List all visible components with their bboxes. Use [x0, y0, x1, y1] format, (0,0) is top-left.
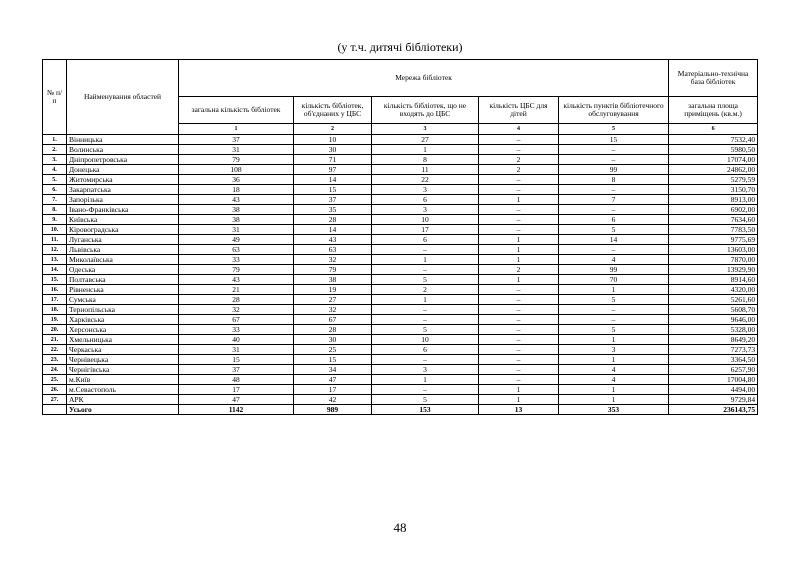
cbs-libraries: 79 [294, 265, 372, 275]
table-row [43, 385, 758, 395]
floor-area: 5608,70 [669, 305, 758, 315]
non-cbs-libraries: 6 [372, 235, 479, 245]
cbs-libraries: 14 [294, 225, 372, 235]
non-cbs-libraries: – [372, 245, 479, 255]
region-name: Івано-Франківська [67, 205, 179, 215]
non-cbs-libraries: – [372, 355, 479, 365]
service-points: 99 [559, 165, 669, 175]
service-points: 5 [559, 325, 669, 335]
header-col6: загальна площа приміщень (кв.м.) [669, 97, 758, 124]
table-row [43, 375, 758, 385]
cbs-libraries: 17 [294, 385, 372, 395]
floor-area: 7273,73 [669, 345, 758, 355]
children-cbs: – [479, 205, 559, 215]
cbs-libraries: 97 [294, 165, 372, 175]
table-row [43, 245, 758, 255]
total-libraries: 1142 [179, 405, 294, 415]
total-libraries: 37 [179, 365, 294, 375]
non-cbs-libraries: – [372, 385, 479, 395]
service-points: 5 [559, 295, 669, 305]
floor-area: 7634,60 [669, 215, 758, 225]
col-index: 3 [372, 124, 479, 135]
children-cbs: – [479, 215, 559, 225]
cbs-libraries: 15 [294, 185, 372, 195]
non-cbs-libraries: 5 [372, 275, 479, 285]
children-cbs: – [479, 185, 559, 195]
service-points: – [559, 155, 669, 165]
children-cbs: 1 [479, 385, 559, 395]
total-libraries: 38 [179, 205, 294, 215]
cbs-libraries: 63 [294, 245, 372, 255]
row-number: 9. [43, 215, 67, 225]
children-cbs: – [479, 225, 559, 235]
header-base: Матеріально-технічна база бібліотек [669, 60, 758, 97]
total-libraries: 32 [179, 305, 294, 315]
service-points: 4 [559, 365, 669, 375]
floor-area: 7870,00 [669, 255, 758, 265]
service-points: 4 [559, 255, 669, 265]
region-name: Закарпатська [67, 185, 179, 195]
row-number: 17. [43, 295, 67, 305]
children-cbs: – [479, 365, 559, 375]
region-name: Вінницька [67, 135, 179, 145]
row-number: 12. [43, 245, 67, 255]
service-points: – [559, 315, 669, 325]
col-index: 5 [559, 124, 669, 135]
region-name: Чернігівська [67, 365, 179, 375]
non-cbs-libraries: 1 [372, 145, 479, 155]
floor-area: 9646,00 [669, 315, 758, 325]
table-row [43, 195, 758, 205]
header-network: Мережа бібліотек [179, 60, 669, 97]
table-row [43, 315, 758, 325]
children-cbs: 1 [479, 245, 559, 255]
region-name: Миколаївська [67, 255, 179, 265]
children-cbs: 13 [479, 405, 559, 415]
non-cbs-libraries: 27 [372, 135, 479, 145]
col-index: 2 [294, 124, 372, 135]
cbs-libraries: 14 [294, 175, 372, 185]
children-cbs: – [479, 305, 559, 315]
total-libraries: 31 [179, 225, 294, 235]
service-points: 99 [559, 265, 669, 275]
total-libraries: 33 [179, 325, 294, 335]
service-points: 14 [559, 235, 669, 245]
service-points: 1 [559, 385, 669, 395]
non-cbs-libraries: 10 [372, 215, 479, 225]
table-row [43, 165, 758, 175]
cbs-libraries: 43 [294, 235, 372, 245]
non-cbs-libraries: 17 [372, 225, 479, 235]
non-cbs-libraries: 1 [372, 295, 479, 305]
table-row [43, 325, 758, 335]
region-name: Волинська [67, 145, 179, 155]
total-libraries: 43 [179, 275, 294, 285]
non-cbs-libraries: – [372, 305, 479, 315]
non-cbs-libraries: 10 [372, 335, 479, 345]
table-title: (у т.ч. дитячі бібліотеки) [337, 40, 463, 54]
non-cbs-libraries: 2 [372, 285, 479, 295]
row-number: 10. [43, 225, 67, 235]
non-cbs-libraries: 6 [372, 345, 479, 355]
children-cbs: 1 [479, 395, 559, 405]
total-libraries: 48 [179, 375, 294, 385]
row-number: 3. [43, 155, 67, 165]
total-libraries: 38 [179, 215, 294, 225]
total-libraries: 17 [179, 385, 294, 395]
floor-area: 17074,00 [669, 155, 758, 165]
service-points: 1 [559, 285, 669, 295]
table-row [43, 185, 758, 195]
cbs-libraries: 42 [294, 395, 372, 405]
region-name: Запорізька [67, 195, 179, 205]
table-row [43, 355, 758, 365]
row-number: 18. [43, 305, 67, 315]
service-points: 7 [559, 195, 669, 205]
floor-area: 9729,84 [669, 395, 758, 405]
row-number: 14. [43, 265, 67, 275]
header-col5: кількість пунктів бібліотечного обслуговування [559, 97, 669, 124]
row-number: 4. [43, 165, 67, 175]
total-libraries: 108 [179, 165, 294, 175]
header-region: Найменування областей [67, 60, 179, 135]
row-number: 13. [43, 255, 67, 265]
header-col1: загальна кількість бібліотек [179, 97, 294, 124]
floor-area: 8914,60 [669, 275, 758, 285]
floor-area: 5279,59 [669, 175, 758, 185]
children-cbs: 2 [479, 165, 559, 175]
floor-area: 4320,00 [669, 285, 758, 295]
row-number: 2. [43, 145, 67, 155]
total-libraries: 63 [179, 245, 294, 255]
header-col4: кількість ЦБС для дітей [479, 97, 559, 124]
table-row [43, 135, 758, 145]
row-number: 22. [43, 345, 67, 355]
total-libraries: 49 [179, 235, 294, 245]
region-name: Житомирська [67, 175, 179, 185]
header-num: № п/п [43, 60, 67, 135]
children-cbs: – [479, 295, 559, 305]
floor-area: 3364,50 [669, 355, 758, 365]
region-name: Херсонська [67, 325, 179, 335]
cbs-libraries: 30 [294, 335, 372, 345]
table-row [43, 305, 758, 315]
table-row [43, 235, 758, 245]
non-cbs-libraries: 6 [372, 195, 479, 205]
region-name: Львівська [67, 245, 179, 255]
cbs-libraries: 15 [294, 355, 372, 365]
region-name: м.Київ [67, 375, 179, 385]
cbs-libraries: 989 [294, 405, 372, 415]
total-libraries: 28 [179, 295, 294, 305]
children-cbs: 1 [479, 275, 559, 285]
floor-area: 4494,00 [669, 385, 758, 395]
row-number: 5. [43, 175, 67, 185]
header-col3: кількість бібліотек, що не входять до ЦБС [372, 97, 479, 124]
table-row [43, 395, 758, 405]
children-cbs: 1 [479, 255, 559, 265]
service-points: 15 [559, 135, 669, 145]
table-row [43, 275, 758, 285]
row-number: 27. [43, 395, 67, 405]
table-row [43, 335, 758, 345]
row-number: 11. [43, 235, 67, 245]
region-name: м.Севастополь [67, 385, 179, 395]
total-libraries: 79 [179, 155, 294, 165]
non-cbs-libraries: – [372, 265, 479, 275]
service-points: 3 [559, 345, 669, 355]
children-cbs: 1 [479, 195, 559, 205]
row-number: 21. [43, 335, 67, 345]
row-number: 19. [43, 315, 67, 325]
non-cbs-libraries: 153 [372, 405, 479, 415]
non-cbs-libraries: 1 [372, 255, 479, 265]
total-libraries: 37 [179, 135, 294, 145]
table-row [43, 225, 758, 235]
total-libraries: 18 [179, 185, 294, 195]
children-cbs: – [479, 285, 559, 295]
total-libraries: 47 [179, 395, 294, 405]
cbs-libraries: 47 [294, 375, 372, 385]
floor-area: 13929,90 [669, 265, 758, 275]
cbs-libraries: 32 [294, 305, 372, 315]
region-name: Сумська [67, 295, 179, 305]
service-points: 1 [559, 355, 669, 365]
table-row [43, 365, 758, 375]
row-number: 16. [43, 285, 67, 295]
total-libraries: 36 [179, 175, 294, 185]
service-points: 5 [559, 225, 669, 235]
total-libraries: 67 [179, 315, 294, 325]
region-name: Луганська [67, 235, 179, 245]
children-cbs: 2 [479, 265, 559, 275]
total-libraries: 31 [179, 145, 294, 155]
cbs-libraries: 25 [294, 345, 372, 355]
cbs-libraries: 38 [294, 275, 372, 285]
children-cbs: 2 [479, 155, 559, 165]
service-points: 6 [559, 215, 669, 225]
region-name: Рівненська [67, 285, 179, 295]
table-row [43, 265, 758, 275]
region-name: Кіровоградська [67, 225, 179, 235]
cbs-libraries: 37 [294, 195, 372, 205]
total-label: Усього [67, 405, 179, 415]
col-index: 1 [179, 124, 294, 135]
table-row [43, 175, 758, 185]
non-cbs-libraries: 3 [372, 185, 479, 195]
region-name: Тернопільська [67, 305, 179, 315]
floor-area: 5261,60 [669, 295, 758, 305]
region-name: Дніпропетровська [67, 155, 179, 165]
non-cbs-libraries: 3 [372, 365, 479, 375]
floor-area: 3150,70 [669, 185, 758, 195]
floor-area: 8649,20 [669, 335, 758, 345]
cbs-libraries: 71 [294, 155, 372, 165]
children-cbs: – [479, 315, 559, 325]
non-cbs-libraries: 5 [372, 325, 479, 335]
total-libraries: 33 [179, 255, 294, 265]
floor-area: 9775,69 [669, 235, 758, 245]
region-name: Полтавська [67, 275, 179, 285]
row-number: 20. [43, 325, 67, 335]
service-points: – [559, 245, 669, 255]
region-name: Черкаська [67, 345, 179, 355]
region-name: Чернівецька [67, 355, 179, 365]
libraries-table [42, 59, 758, 415]
row-number: 6. [43, 185, 67, 195]
row-number: 1. [43, 135, 67, 145]
row-number: 15. [43, 275, 67, 285]
children-cbs: 1 [479, 235, 559, 245]
floor-area: 7532,40 [669, 135, 758, 145]
children-cbs: – [479, 145, 559, 155]
row-number: 8. [43, 205, 67, 215]
region-name: Одеська [67, 265, 179, 275]
children-cbs: – [479, 325, 559, 335]
non-cbs-libraries: 3 [372, 205, 479, 215]
region-name: Харківська [67, 315, 179, 325]
row-number: 23. [43, 355, 67, 365]
cbs-libraries: 30 [294, 145, 372, 155]
row-number: 26. [43, 385, 67, 395]
children-cbs: – [479, 355, 559, 365]
row-number: 24. [43, 365, 67, 375]
children-cbs: – [479, 345, 559, 355]
cbs-libraries: 34 [294, 365, 372, 375]
table-row [43, 205, 758, 215]
cbs-libraries: 27 [294, 295, 372, 305]
service-points: 353 [559, 405, 669, 415]
region-name: Донецька [67, 165, 179, 175]
row-number: 7. [43, 195, 67, 205]
cbs-libraries: 67 [294, 315, 372, 325]
cbs-libraries: 32 [294, 255, 372, 265]
row-number: 25. [43, 375, 67, 385]
page-number: 48 [393, 520, 407, 535]
service-points: – [559, 305, 669, 315]
table-row [43, 345, 758, 355]
children-cbs: – [479, 135, 559, 145]
region-name: Київська [67, 215, 179, 225]
total-row [43, 405, 758, 415]
floor-area: 6902,00 [669, 205, 758, 215]
floor-area: 8913,00 [669, 195, 758, 205]
children-cbs: – [479, 335, 559, 345]
floor-area: 236143,75 [669, 405, 758, 415]
region-name: Хмельницька [67, 335, 179, 345]
service-points: – [559, 145, 669, 155]
header-col2: кількість бібліотек, об'єднаних у ЦБС [294, 97, 372, 124]
non-cbs-libraries: 1 [372, 375, 479, 385]
non-cbs-libraries: 22 [372, 175, 479, 185]
total-blank-cell [43, 405, 67, 415]
service-points: 1 [559, 335, 669, 345]
floor-area: 17004,80 [669, 375, 758, 385]
floor-area: 7783,50 [669, 225, 758, 235]
non-cbs-libraries: – [372, 315, 479, 325]
total-libraries: 79 [179, 265, 294, 275]
total-libraries: 43 [179, 195, 294, 205]
cbs-libraries: 35 [294, 205, 372, 215]
service-points: 4 [559, 375, 669, 385]
service-points: 8 [559, 175, 669, 185]
total-libraries: 21 [179, 285, 294, 295]
total-libraries: 31 [179, 345, 294, 355]
table-row [43, 145, 758, 155]
floor-area: 5980,50 [669, 145, 758, 155]
non-cbs-libraries: 11 [372, 165, 479, 175]
table-row [43, 285, 758, 295]
table-row [43, 215, 758, 225]
children-cbs: – [479, 175, 559, 185]
non-cbs-libraries: 5 [372, 395, 479, 405]
non-cbs-libraries: 8 [372, 155, 479, 165]
table-row [43, 155, 758, 165]
col-index: 4 [479, 124, 559, 135]
service-points: – [559, 205, 669, 215]
total-libraries: 40 [179, 335, 294, 345]
cbs-libraries: 10 [294, 135, 372, 145]
floor-area: 5328,00 [669, 325, 758, 335]
floor-area: 13603,00 [669, 245, 758, 255]
children-cbs: – [479, 375, 559, 385]
service-points: 70 [559, 275, 669, 285]
col-index: 6 [669, 124, 758, 135]
service-points: 1 [559, 395, 669, 405]
floor-area: 24862,00 [669, 165, 758, 175]
table-row [43, 295, 758, 305]
cbs-libraries: 19 [294, 285, 372, 295]
cbs-libraries: 28 [294, 325, 372, 335]
service-points: – [559, 185, 669, 195]
floor-area: 6257,90 [669, 365, 758, 375]
cbs-libraries: 28 [294, 215, 372, 225]
table-row [43, 255, 758, 265]
total-libraries: 15 [179, 355, 294, 365]
region-name: АРК [67, 395, 179, 405]
